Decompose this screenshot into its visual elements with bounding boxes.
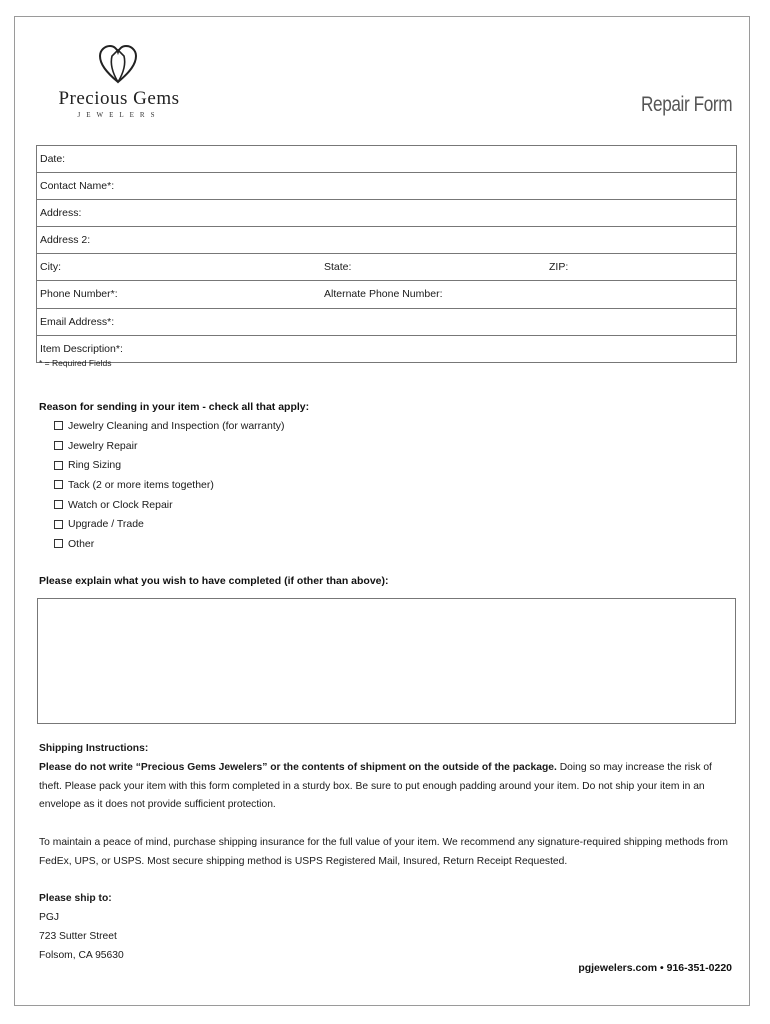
zip-label: ZIP: xyxy=(549,261,569,274)
reason-option[interactable] xyxy=(54,514,285,534)
shipping-insurance-text: To maintain a peace of mind, purchase shipping insurance for the full value of your item. We recommend any signature-required shipping methods from FedEx, UPS, or USPS. Most secure shipping method is USPS Registered Mail, Insured, Return Receipt Requested. xyxy=(39,836,728,867)
contact-name-label: Contact Name*: xyxy=(40,180,115,193)
reason-option[interactable] xyxy=(54,495,285,515)
checkbox[interactable] xyxy=(54,520,63,529)
reason-heading: Reason for sending in your item - check all that apply: xyxy=(39,401,310,413)
reason-option-label: Other xyxy=(68,537,95,550)
reason-option[interactable] xyxy=(54,534,285,554)
contact-fields-table xyxy=(36,145,737,363)
reason-checklist xyxy=(54,416,285,554)
shipping-section xyxy=(39,740,729,966)
item-description-label: Item Description*: xyxy=(40,342,123,355)
reason-option-label: Tack (2 or more items together) xyxy=(68,478,214,491)
checkbox[interactable] xyxy=(54,500,63,509)
explain-heading: Please explain what you wish to have completed (if other than above): xyxy=(39,575,389,587)
reason-option[interactable] xyxy=(54,455,285,475)
date-label: Date: xyxy=(40,153,66,165)
item-description-row[interactable] xyxy=(37,336,736,362)
shipping-warning-bold: Please do not write “Precious Gems Jewelers” or the contents of shipment on the outside of the package. xyxy=(39,761,557,773)
contact-name-row[interactable] xyxy=(37,173,736,200)
checkbox[interactable] xyxy=(54,421,63,430)
ship-to-street: 723 Sutter Street xyxy=(39,930,117,942)
ship-to-city: Folsom, CA 95630 xyxy=(39,949,124,961)
phone-label: Phone Number*: xyxy=(40,288,118,301)
phone-row[interactable] xyxy=(37,281,736,308)
footer-contact: pgjewelers.com • 916-351-0220 xyxy=(578,962,732,974)
brand-name: Precious Gems xyxy=(58,88,180,109)
email-label: Email Address*: xyxy=(40,315,115,328)
address-label: Address: xyxy=(40,207,82,220)
date-row[interactable] xyxy=(37,146,736,173)
reason-option-label: Jewelry Repair xyxy=(68,439,138,452)
state-label: State: xyxy=(324,261,352,274)
form-title: Repair Form xyxy=(640,93,732,116)
reason-option[interactable] xyxy=(54,475,285,495)
brand-subtitle: JEWELERS xyxy=(77,111,161,119)
address-row[interactable] xyxy=(37,200,736,227)
reason-option-label: Jewelry Cleaning and Inspection (for warranty) xyxy=(68,419,285,432)
reason-option-label: Ring Sizing xyxy=(68,459,122,472)
required-note: * = Required Fields xyxy=(39,358,112,368)
alt-phone-label: Alternate Phone Number: xyxy=(324,288,443,301)
ship-to-name: PGJ xyxy=(39,912,60,924)
reason-option-label: Upgrade / Trade xyxy=(68,518,144,531)
checkbox[interactable] xyxy=(54,539,63,548)
explain-textarea[interactable] xyxy=(37,598,736,724)
reason-option[interactable] xyxy=(54,416,285,436)
email-row[interactable] xyxy=(37,309,736,336)
city-state-zip-row[interactable] xyxy=(37,254,736,281)
address2-row[interactable] xyxy=(37,227,736,254)
checkbox[interactable] xyxy=(54,441,63,450)
address2-label: Address 2: xyxy=(40,234,91,247)
reason-option[interactable] xyxy=(54,436,285,456)
checkbox[interactable] xyxy=(54,480,63,489)
city-label: City: xyxy=(40,261,61,274)
shipping-warning-text: Doing so may increase the risk of theft. Please pack your item with this form completed in a sturdy box. Be sure to put enough padding around your item. Do not ship your item in an envelope as it does not provide sufficient protection. xyxy=(39,761,712,811)
reason-option-label: Watch or Clock Repair xyxy=(68,498,173,511)
shipping-heading: Shipping Instructions: xyxy=(39,743,149,754)
shipping-warning xyxy=(39,759,729,815)
checkbox[interactable] xyxy=(54,461,63,470)
heart-gem-logo-icon xyxy=(96,42,140,86)
ship-to-heading: Please ship to: xyxy=(39,893,112,905)
